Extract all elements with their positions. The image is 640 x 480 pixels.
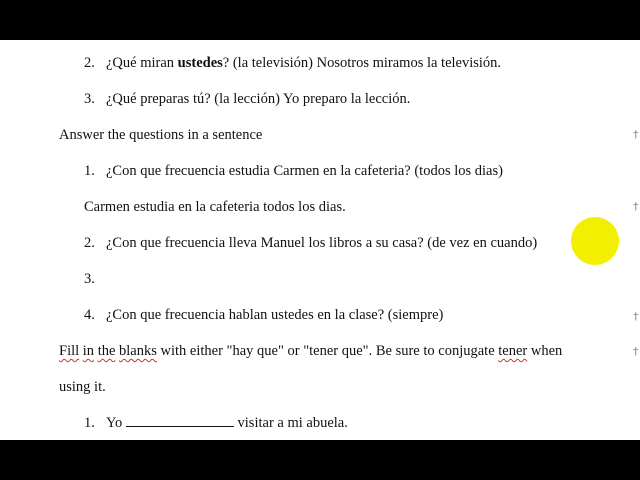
margin-mark-icon: † <box>633 310 639 323</box>
instruction-heading: Fill in the blanks with either "hay que" or "tener que". Be sure to conjugate tener when <box>59 343 563 359</box>
question-3: ¿Qué preparas tú? (la lección) Yo preparo la lección. <box>106 91 411 107</box>
answer-1: Carmen estudia en la cafeteria todos los dias. <box>84 199 346 215</box>
fill-blank-1: Yo visitar a mi abuela. <box>106 415 348 431</box>
list-number: 1. <box>84 415 95 431</box>
list-number: 2. <box>84 55 95 71</box>
section-heading: Answer the questions in a sentence <box>59 127 263 143</box>
question-frecuencia-1: ¿Con que frecuencia estudia Carmen en la cafeteria? (todos los dias) <box>106 163 503 179</box>
list-number: 2. <box>84 235 95 251</box>
question-frecuencia-4: ¿Con que frecuencia hablan ustedes en la clase? (siempre) <box>106 307 444 323</box>
question-frecuencia-2: ¿Con que frecuencia lleva Manuel los libros a su casa? (de vez en cuando) <box>106 235 538 251</box>
list-number: 3. <box>84 271 95 287</box>
list-number: 1. <box>84 163 95 179</box>
cursor-highlight <box>571 217 619 265</box>
margin-mark-icon: † <box>633 128 639 141</box>
margin-mark-icon: † <box>633 200 639 213</box>
question-2: ¿Qué miran ustedes? (la televisión) Nosotros miramos la televisión. <box>106 55 502 71</box>
margin-mark-icon: † <box>633 345 639 358</box>
list-number: 3. <box>84 91 95 107</box>
instruction-heading-cont: using it. <box>59 379 106 395</box>
blank-line[interactable] <box>126 414 234 427</box>
list-number: 4. <box>84 307 95 323</box>
document-page <box>0 40 640 440</box>
